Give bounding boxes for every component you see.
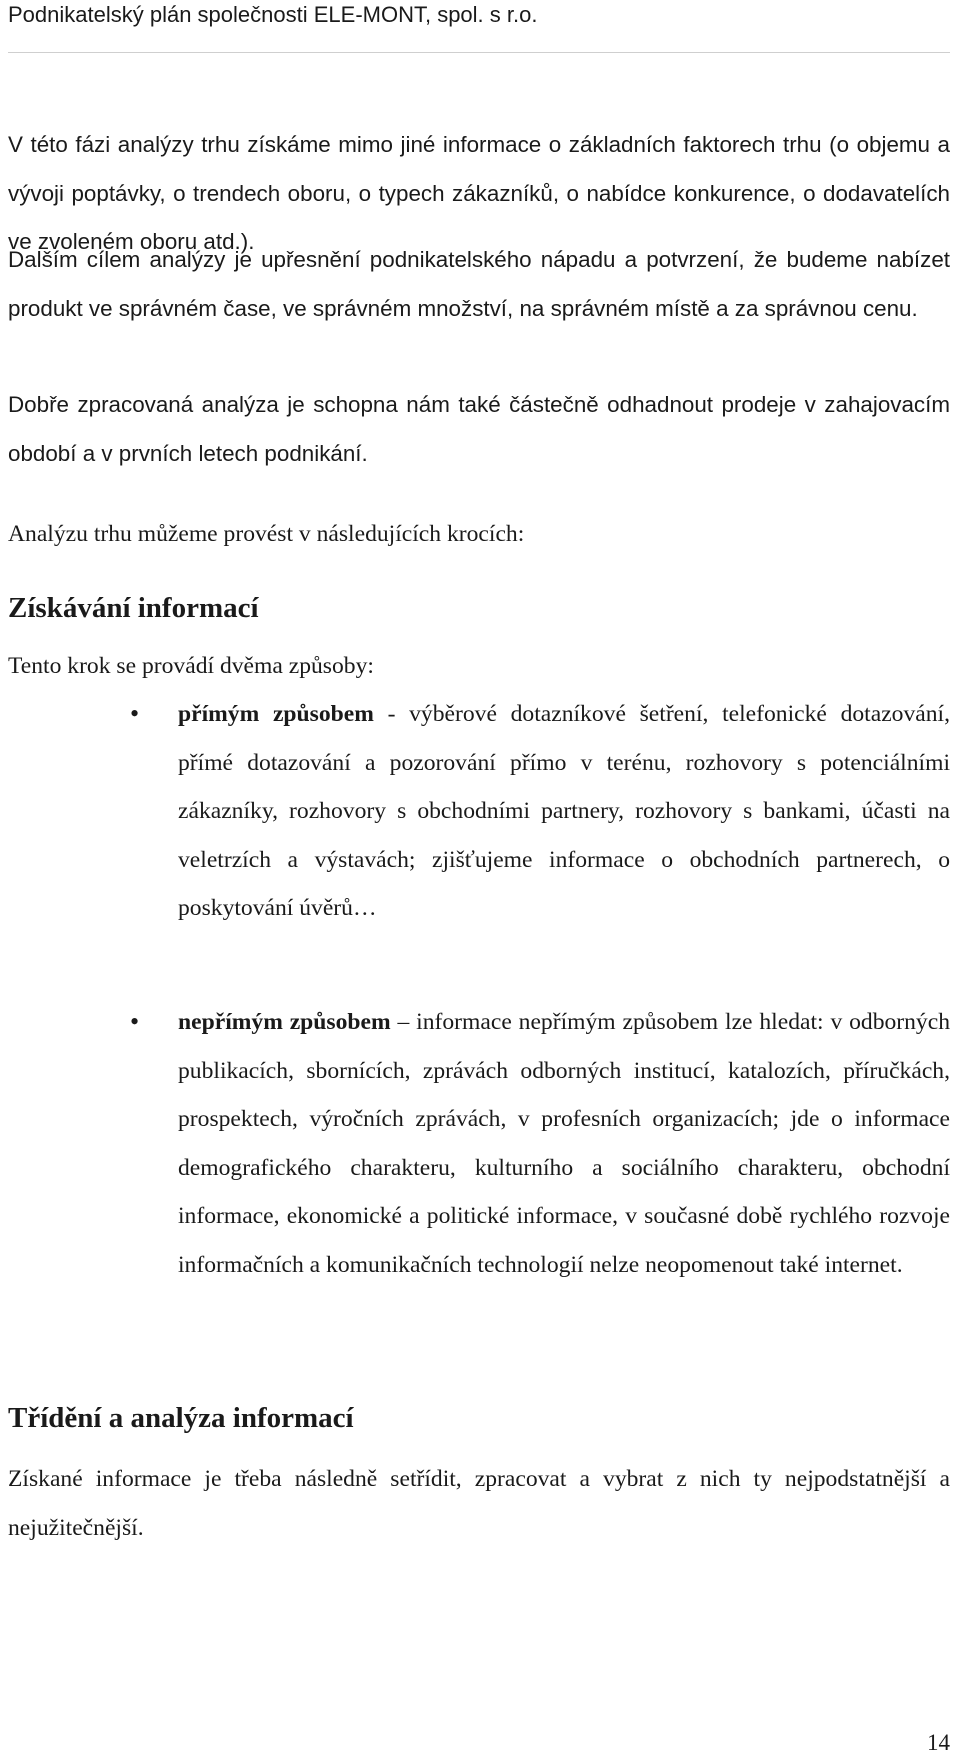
bullet-icon: • xyxy=(130,699,140,728)
paragraph-analysis-steps: Analýzu trhu můžeme provést v následujících krocích: xyxy=(8,521,525,547)
bullet-icon: • xyxy=(130,1007,140,1036)
page-number: 14 xyxy=(927,1730,950,1755)
page-header: Podnikatelský plán společnosti ELE-MONT, spol. s r.o. xyxy=(8,2,538,27)
list-item-text: - výběrové dotazníkové šetření, telefonické dotazování, přímé dotazování a pozorování přímo v terénu, rozhovory s potenciálními zákazníky, rozhovory s obchodními partnery, rozhovory s bankami, účasti na veletrzích a výstavách; zjišťujeme informace o obchodních partnerech, o poskytování úvěrů… xyxy=(178,701,950,922)
section-heading-sorting-analysis: Třídění a analýza informací xyxy=(8,1402,354,1434)
paragraph-analysis-goal: Dalším cílem analýzy je upřesnění podnikatelského nápadu a potvrzení, že budeme nabízet produkt ve správném čase, ve správném množství, na správném místě a za správnou cenu. xyxy=(8,247,950,321)
list-item-term: přímým způsobem xyxy=(178,701,374,727)
paragraph-sales-estimate: Dobře zpracovaná analýza je schopna nám také částečně odhadnout prodeje v zahajovacím období a v prvních letech podnikání. xyxy=(8,392,950,466)
header-divider xyxy=(8,52,950,53)
section-heading-information-gathering: Získávání informací xyxy=(8,592,259,624)
section-intro: Tento krok se provádí dvěma způsoby: xyxy=(8,653,374,679)
paragraph-sorting: Získané informace je třeba následně setřídit, zpracovat a vybrat z nich ty nejpodstatnější a nejužitečnější. xyxy=(8,1466,950,1541)
list-item-direct-method xyxy=(178,690,950,933)
list-item-term: nepřímým způsobem xyxy=(178,1009,391,1035)
paragraph-market-analysis-phase: V této fázi analýzy trhu získáme mimo jiné informace o základních faktorech trhu (o objemu a vývoji poptávky, o trendech oboru, o typech zákazníků, o nabídce konkurence, o dodavatelích ve zvoleném oboru atd.). xyxy=(8,132,950,255)
list-item-text: – informace nepřímým způsobem lze hledat: v odborných publikacích, sbornících, zprávách odborných institucí, katalozích, příručkách, prospektech, výročních zprávách, v profesních organizacích; jde o informace demografického charakteru, kulturního a sociálního charakteru, obchodní informace, ekonomické a politické informace, v současné době rychlého rozvoje informačních a komunikačních technologií nelze neopomenout také internet. xyxy=(178,1009,951,1278)
list-item-indirect-method xyxy=(178,998,950,1290)
